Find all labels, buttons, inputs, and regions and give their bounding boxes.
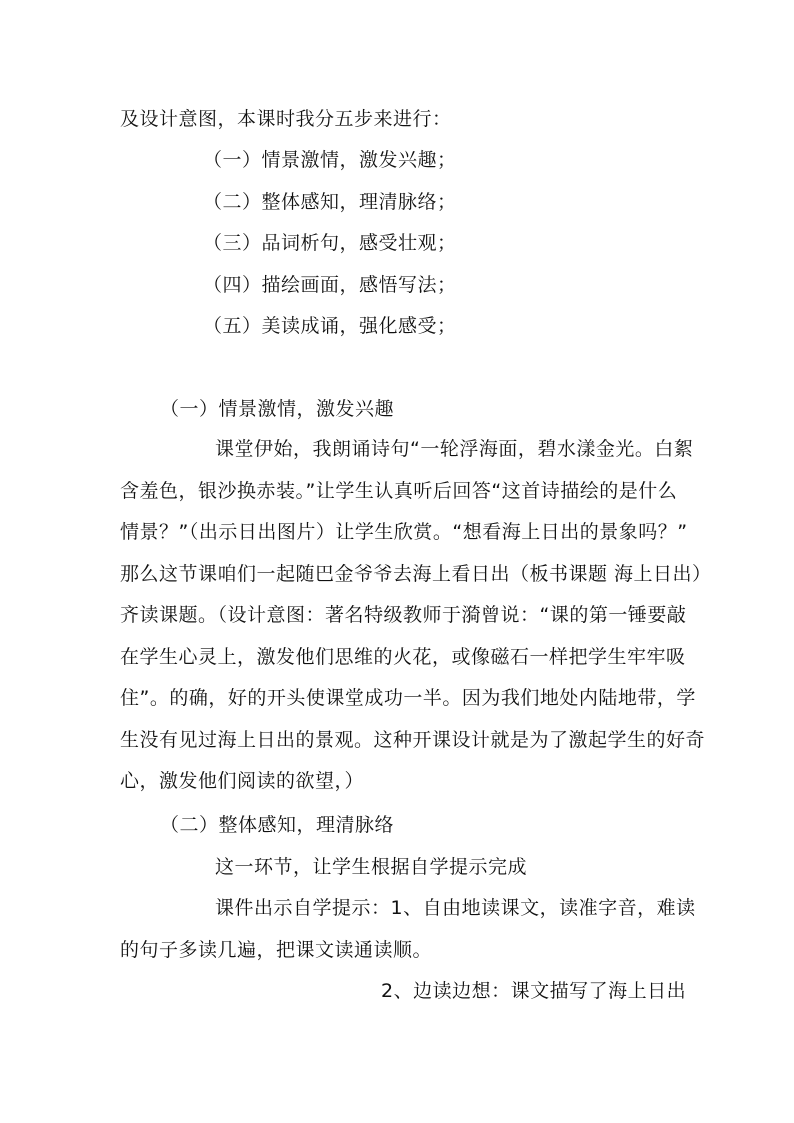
paragraph-line: 情景？”（出示日出图片）让学生欣赏。“想看海上日出的景象吗？” — [120, 521, 688, 543]
step-item: （五）美读成诵，强化感受； — [203, 315, 457, 337]
intro-line: 及设计意图，本课时我分五步来进行： — [120, 108, 452, 130]
step-item: （一）情景激情，激发兴趣； — [203, 149, 457, 171]
section-heading: （二）整体感知，理清脉络 — [160, 814, 395, 836]
paragraph-line: 课堂伊始，我朗诵诗句“一轮浮海面，碧水漾金光。白絮 — [215, 438, 694, 460]
paragraph-line: 2、边读边想：课文描写了海上日出 — [381, 980, 687, 1002]
paragraph-line: 那么这节课咱们一起随巴金爷爷去海上看日出（板书课题 海上日出） — [120, 563, 712, 585]
paragraph-line: 含羞色，银沙换赤装。”让学生认真听后回答“这首诗描绘的是什么 — [120, 480, 678, 502]
section-heading: （一）情景激情，激发兴趣 — [160, 398, 395, 420]
paragraph-line: 在学生心灵上，激发他们思维的火花，或像磁石一样把学生牢牢吸 — [120, 646, 686, 668]
step-item: （二）整体感知，理清脉络； — [203, 191, 457, 213]
paragraph-line: 的句子多读几遍，把课文读通读顺。 — [120, 939, 433, 961]
paragraph-line: 这一环节，让学生根据自学提示完成 — [215, 856, 528, 878]
paragraph-line: 齐读课题。（设计意图：著名特级教师于漪曾说：“课的第一锤要敲 — [120, 604, 687, 626]
paragraph-line: 住”。的确，好的开头使课堂成功一半。因为我们地处内陆地带，学 — [120, 687, 696, 709]
paragraph-line: 生没有见过海上日出的景观。这种开课设计就是为了激起学生的好奇 — [120, 729, 706, 751]
step-item: （三）品词析句，感受壮观； — [203, 232, 457, 254]
paragraph-line: 心，激发他们阅读的欲望，） — [120, 770, 365, 792]
paragraph-line: 课件出示自学提示：1、自由地读课文，读准字音，难读 — [215, 897, 696, 919]
step-item: （四）描绘画面，感悟写法； — [203, 274, 457, 296]
